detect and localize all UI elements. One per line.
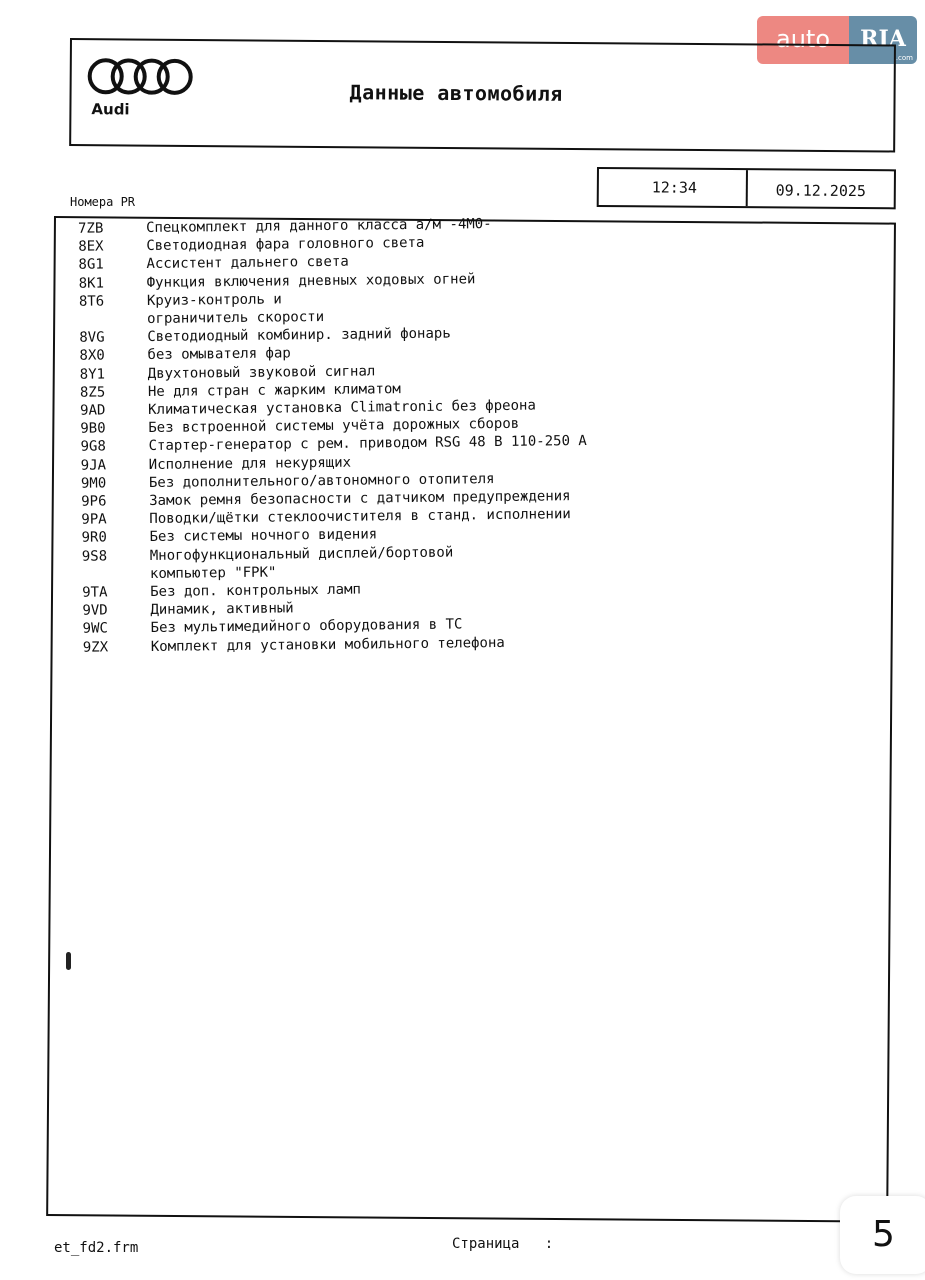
form-name: et_fd2.frm bbox=[54, 1240, 139, 1256]
pr-code: 9VD bbox=[82, 602, 108, 620]
pr-list bbox=[56, 214, 589, 657]
pr-code: 8Z5 bbox=[79, 384, 106, 401]
pr-description: Функция включения дневных ходовых огней bbox=[146, 270, 476, 291]
date-value: 09.12.2025 bbox=[775, 181, 867, 201]
pr-description: Двухтоновый звуковой сигнал bbox=[147, 363, 376, 382]
document-header bbox=[69, 38, 896, 152]
pr-code: 8G1 bbox=[78, 256, 104, 274]
pr-description: Исполнение для некурящих bbox=[148, 454, 352, 473]
pr-code: 9PA bbox=[81, 511, 107, 528]
page-label: Страница : bbox=[452, 1236, 554, 1252]
pr-code: 9WC bbox=[82, 620, 108, 638]
pr-description: Многофункциональный дисплей/бортовой компьютер "FPK" bbox=[149, 544, 454, 582]
pr-code: 9AD bbox=[80, 402, 106, 419]
pr-description: Не для стран с жарким климатом bbox=[147, 380, 401, 400]
page-number-badge: 5 bbox=[840, 1196, 925, 1274]
pr-code: 9R0 bbox=[81, 529, 107, 547]
pr-code: 9P6 bbox=[81, 493, 107, 510]
pr-description: Без мультимедийного оборудования в ТС bbox=[150, 616, 463, 637]
audi-rings-logo bbox=[86, 56, 196, 97]
pr-description: Без доп. контрольных ламп bbox=[150, 581, 361, 601]
pr-description: Климатическая установка Climatronic без фреона bbox=[148, 397, 536, 419]
pr-code: 9S8 bbox=[81, 548, 108, 565]
timestamp-box bbox=[597, 167, 896, 209]
pr-list-box bbox=[46, 216, 896, 1223]
list-item bbox=[57, 287, 586, 329]
pr-code: 7ZB bbox=[77, 220, 104, 237]
pr-code: 8T6 bbox=[78, 293, 105, 310]
watermark-domain: .com bbox=[895, 54, 913, 62]
pr-description: Замок ремня безопасности с датчиком предупреждения bbox=[149, 488, 571, 510]
pr-description: Без встроенной системы учёта дорожных сборов bbox=[148, 416, 520, 437]
pr-code: 8VG bbox=[79, 329, 105, 346]
pr-description: Спецкомплект для данного класса а/м -4M0- bbox=[145, 216, 492, 236]
pr-code: 9G8 bbox=[80, 438, 106, 456]
pr-code: 8Y1 bbox=[79, 366, 106, 383]
pr-description: без омывателя фар bbox=[147, 345, 291, 364]
pr-description: Без дополнительного/автономного отопителя bbox=[148, 470, 495, 491]
pr-description: Круиз-контроль и ограничитель скорости bbox=[146, 291, 325, 328]
pr-description: Поводки/щётки стеклоочистителя в станд. исполнении bbox=[149, 506, 571, 528]
scan-artifact bbox=[66, 952, 71, 970]
pr-description: Ассистент дальнего света bbox=[146, 254, 349, 273]
pr-description: Светодиодный комбинир. задний фонарь bbox=[147, 325, 451, 346]
list-item bbox=[60, 542, 589, 584]
pr-numbers-label: Номера PR bbox=[70, 195, 136, 209]
pr-code: 8EX bbox=[78, 238, 104, 255]
brand-name: Audi bbox=[91, 100, 130, 119]
pr-code: 9TA bbox=[82, 584, 108, 601]
pr-description: Светодиодная фара головного света bbox=[146, 235, 425, 255]
pr-code: 9JA bbox=[80, 457, 107, 474]
pr-code: 9ZX bbox=[82, 639, 109, 656]
watermark-ria-text: RIA bbox=[860, 26, 906, 52]
pr-code: 8K1 bbox=[78, 275, 105, 292]
time-value: 12:34 bbox=[599, 169, 748, 206]
pr-code: 9M0 bbox=[80, 475, 107, 492]
pr-description: Комплект для установки мобильного телефона bbox=[150, 634, 505, 655]
pr-description: Стартер-генератор с рем. приводом RSG 48 В 110-250 А bbox=[148, 433, 587, 455]
pr-code: 9B0 bbox=[80, 420, 106, 437]
watermark-auto-label: auto bbox=[757, 16, 849, 64]
pr-description: Динамик, активный bbox=[150, 600, 294, 619]
pr-code: 8X0 bbox=[79, 347, 105, 365]
document-title: Данные автомобиля bbox=[349, 80, 563, 106]
pr-description: Без системы ночного видения bbox=[149, 526, 378, 546]
